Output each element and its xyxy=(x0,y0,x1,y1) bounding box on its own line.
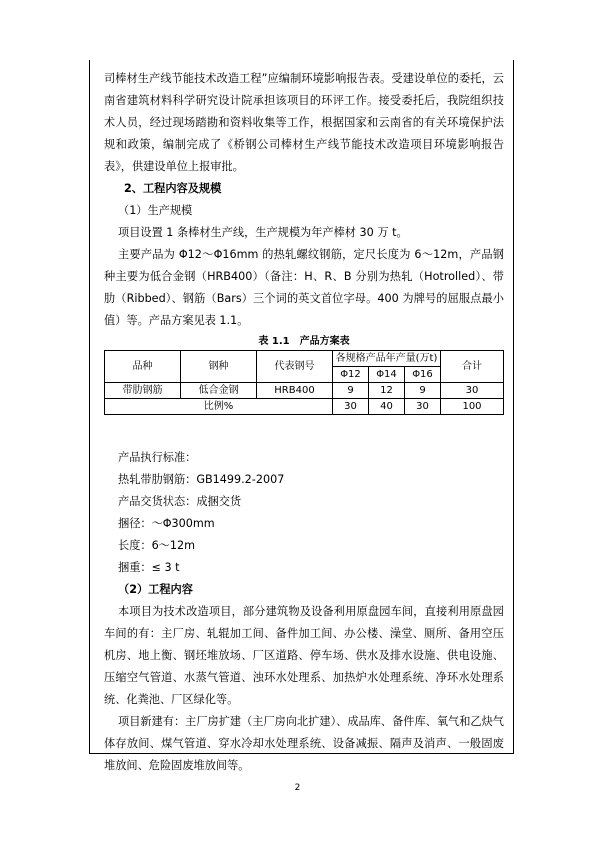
product-plan-table xyxy=(104,350,504,415)
header-steel: 钢种 xyxy=(181,351,257,383)
header-size: Φ12 xyxy=(333,367,369,383)
table-caption: 表 1.1 产品方案表 xyxy=(258,336,350,347)
bundle-diameter: 捆径：～Φ300mm xyxy=(118,517,215,530)
header-grade: 代表钢号 xyxy=(257,351,333,383)
standards-label: 产品执行标准： xyxy=(118,451,197,464)
header-total: 合计 xyxy=(441,351,504,383)
header-size: Φ16 xyxy=(405,367,441,383)
cell: 30 xyxy=(405,399,441,415)
cell: 9 xyxy=(405,383,441,399)
bundle-weight: 捆重：≤ 3 t xyxy=(118,561,180,574)
new-construction-paragraph: 项目新建有：主厂房扩建（主厂房向北扩建）、成品库、备件库、氧气和乙炔气体存放间、煤气管道、穿水冷却水处理系统、设备减振、隔声及消声、一般固废堆放间、危险固废堆放间等。 xyxy=(104,715,504,772)
delivery-state: 产品交货状态：成捆交货 xyxy=(118,495,242,508)
document-body xyxy=(104,68,504,777)
subsection-heading-content: （2）工程内容 xyxy=(118,583,193,596)
cell: 30 xyxy=(333,399,369,415)
table-row xyxy=(105,399,504,415)
cell: 比例% xyxy=(105,399,333,415)
standard-rebar: 热轧带肋钢筋：GB1499.2-2007 xyxy=(118,473,285,486)
cell: 30 xyxy=(441,383,504,399)
header-size: Φ14 xyxy=(369,367,405,383)
cell: 40 xyxy=(369,399,405,415)
content-paragraph: 本项目为技术改造项目，部分建筑物及设备利用原盘园车间，直接利用原盘园车间的有：主厂房、轧辊加工间、备件加工间、办公楼、澡堂、厕所、备用空压机房、地上衡、钢坯堆放场、厂区道路、停车场、供水及排水设施、供电设施、压缩空气管道、水蒸气管道、浊环水处理系、加热炉水处理系统、净环水处理系统、化粪池、厂区绿化等。 xyxy=(104,605,504,706)
cell: 100 xyxy=(441,399,504,415)
section-heading: 2、工程内容及规模 xyxy=(124,182,222,195)
scale-paragraph: 项目设置 1 条棒材生产线，生产规模为年产棒材 30 万 t。 xyxy=(118,226,408,239)
intro-paragraph: 司棒材生产线节能技术改造工程”应编制环境影响报告表。受建设单位的委托，云南省建筑材料科学研究设计院承担该项目的环评工作。接受委托后，我院组织技术人员，经过现场踏勘和资料收集等工作，根据国家和云南省的有关环境保护法规和政策，编制完成了《桥钢公司棒材生产线节能技术改造项目环境影响报告表》，供建设单位上报审批。 xyxy=(104,72,504,173)
cell: 带肋钢筋 xyxy=(105,383,181,399)
length-spec: 长度：6～12m xyxy=(118,539,196,552)
page-number: 2 xyxy=(294,783,301,793)
table-row xyxy=(105,383,504,399)
products-paragraph: 主要产品为 Φ12～Φ16mm 的热轧螺纹钢筋，定尺长度为 6～12m，产品钢种主要为低合金钢（HRB400）（备注：H、R、B 分别为热轧（Hotrolled）、带肋（Ribbed）、钢筋（Bars）三个词的英文首位字母。400 为牌号的屈服点最小值）等。产品方案见表 1.1。 xyxy=(104,248,504,327)
cell: 低合金钢 xyxy=(181,383,257,399)
header-output: 各规格产品年产量(万t) xyxy=(333,351,441,367)
subsection-heading-scale: （1）生产规模 xyxy=(118,204,193,217)
cell: 12 xyxy=(369,383,405,399)
header-product: 品种 xyxy=(105,351,181,383)
cell: HRB400 xyxy=(257,383,333,399)
cell: 9 xyxy=(333,383,369,399)
